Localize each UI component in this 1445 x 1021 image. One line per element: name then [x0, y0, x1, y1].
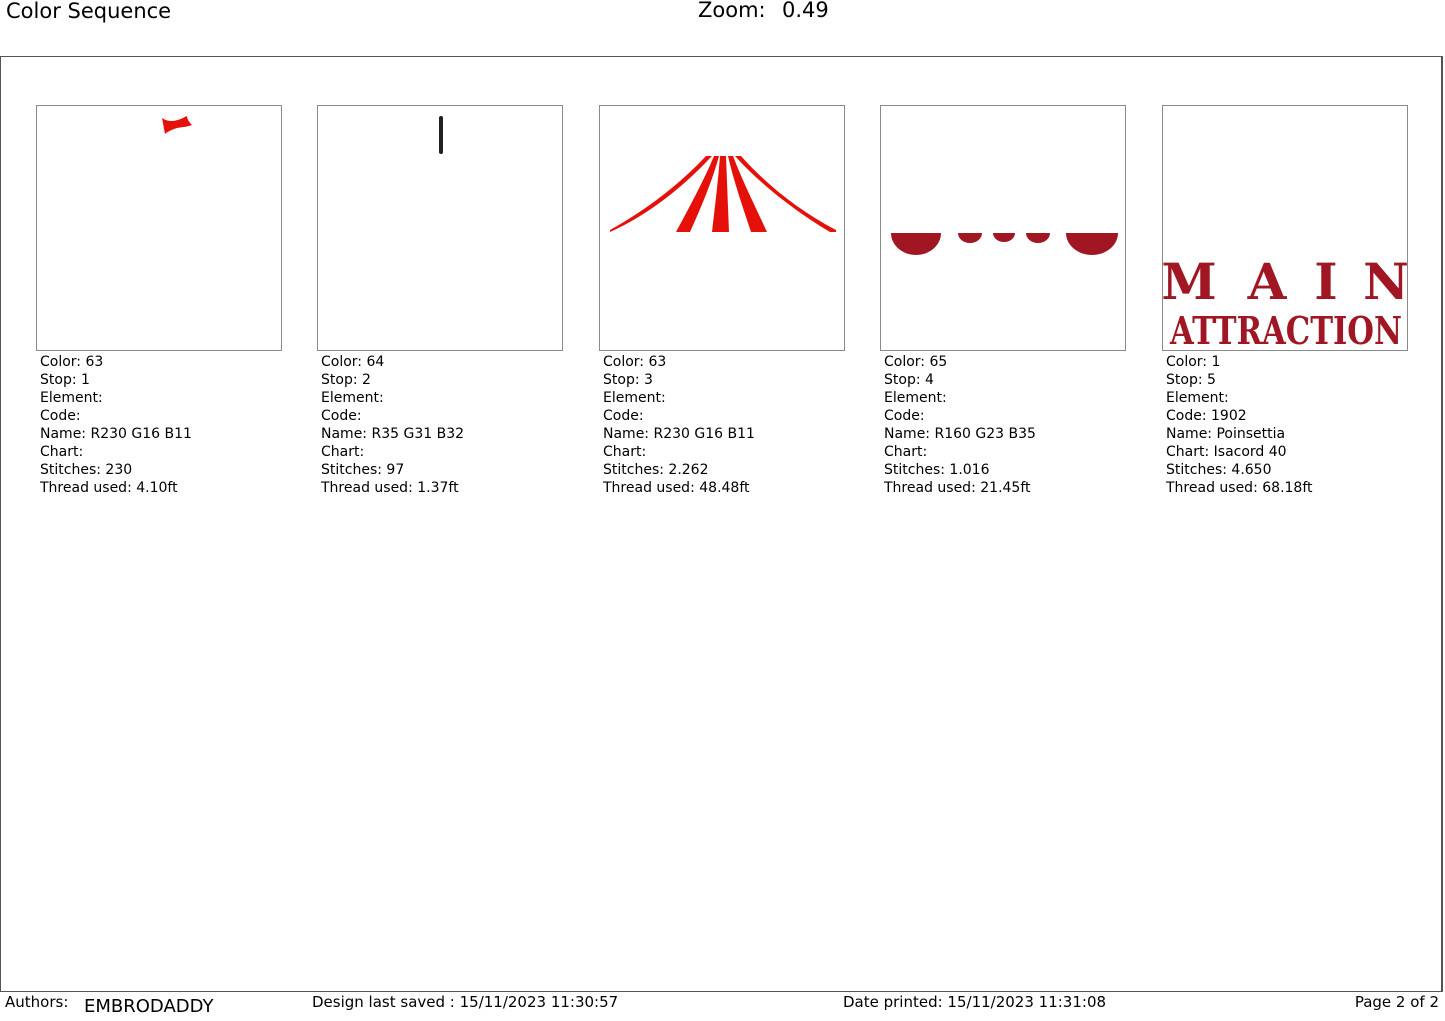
- main-attraction-text-icon: [1163, 106, 1409, 352]
- color-value: 64: [366, 354, 385, 370]
- flag-pole-icon: [318, 106, 564, 352]
- stop-preview: [1162, 105, 1408, 351]
- page-number: Page 2 of 2: [1354, 993, 1439, 1011]
- stop-info: Color: 64 Stop: 2 Element: Code: Name: R35 G31 B32 Chart: Stitches: 97 Thread used: 1.37ft: [321, 354, 465, 496]
- color-value: 63: [85, 354, 104, 370]
- artwork-letter: N: [1363, 252, 1409, 311]
- color-value: 65: [929, 354, 948, 370]
- stop-preview: [317, 105, 563, 351]
- stop-value: 2: [362, 372, 371, 388]
- flag-pennant-icon: [37, 106, 283, 352]
- chart-value: Isacord 40: [1213, 444, 1287, 460]
- artwork-line2: ATTRACTION: [1169, 308, 1402, 353]
- flag-pennant-shape: [162, 116, 192, 134]
- stop-info: Color: 63 Stop: 3 Element: Code: Name: R230 G16 B11 Chart: Stitches: 2.262 Thread used: 48.48ft: [603, 354, 755, 496]
- color-stop-card: [1162, 105, 1410, 497]
- name-value: R35 G31 B32: [371, 426, 465, 442]
- stitches-value: 97: [386, 462, 405, 478]
- stitches-value: 4.650: [1231, 462, 1272, 478]
- scallop-shape: [1026, 233, 1050, 243]
- stop-value: 4: [925, 372, 934, 388]
- artwork-letter: I: [1314, 252, 1338, 311]
- code-value: 1902: [1211, 408, 1247, 424]
- date-printed: Date printed: 15/11/2023 11:31:08: [843, 993, 1107, 1011]
- stop-preview: [36, 105, 282, 351]
- authors-label: Authors:: [5, 993, 69, 1011]
- flag-pole-shape: [439, 116, 443, 154]
- artwork-letter: A: [1247, 252, 1287, 311]
- name-value: R230 G16 B11: [653, 426, 755, 442]
- artwork-letter: M: [1161, 252, 1217, 311]
- scallop-shape: [958, 233, 982, 243]
- color-stop-card: [317, 105, 565, 497]
- stop-value: 1: [81, 372, 90, 388]
- design-saved-date: Design last saved : 15/11/2023 11:30:57: [312, 993, 619, 1011]
- stop-info: Color: 63 Stop: 1 Element: Code: Name: R230 G16 B11 Chart: Stitches: 230 Thread used: 4.10ft: [40, 354, 192, 496]
- stop-info: Color: 65 Stop: 4 Element: Code: Name: R160 G23 B35 Chart: Stitches: 1.016 Thread used: 21.45ft: [884, 354, 1036, 496]
- zoom-label: Zoom:: [698, 0, 766, 22]
- name-value: Poinsettia: [1216, 426, 1286, 442]
- thread-value: 1.37ft: [417, 480, 459, 496]
- thread-value: 4.10ft: [136, 480, 178, 496]
- stitches-value: 1.016: [949, 462, 990, 478]
- stitches-value: 230: [105, 462, 133, 478]
- name-value: R160 G23 B35: [934, 426, 1036, 442]
- color-stop-card: [599, 105, 847, 497]
- thread-value: 68.18ft: [1262, 480, 1313, 496]
- stop-preview: [599, 105, 845, 351]
- name-value: R230 G16 B11: [90, 426, 192, 442]
- color-value: 1: [1211, 354, 1221, 370]
- scallop-shape: [891, 233, 941, 255]
- tent-scallops-icon: [881, 106, 1127, 352]
- color-stop-card: [36, 105, 284, 497]
- tent-roof-stripes-icon: [600, 106, 846, 352]
- color-value: 63: [648, 354, 667, 370]
- zoom-value: 0.49: [782, 0, 829, 22]
- scallop-shape: [993, 233, 1015, 242]
- authors-value: EMBRODADDY: [84, 996, 214, 1017]
- stop-preview: [880, 105, 1126, 351]
- stop-info: Color: 1 Stop: 5 Element: Code: 1902 Name: Poinsettia Chart: Isacord 40 Stitches: 4.650 Thread used: 68.18ft: [1166, 354, 1313, 496]
- page-title: Color Sequence: [6, 0, 172, 23]
- scallop-shape: [1066, 233, 1118, 255]
- thread-value: 21.45ft: [980, 480, 1031, 496]
- stop-value: 3: [644, 372, 653, 388]
- stop-value: 5: [1207, 372, 1216, 388]
- thread-value: 48.48ft: [699, 480, 750, 496]
- color-stop-card: [880, 105, 1128, 497]
- stitches-value: 2.262: [668, 462, 709, 478]
